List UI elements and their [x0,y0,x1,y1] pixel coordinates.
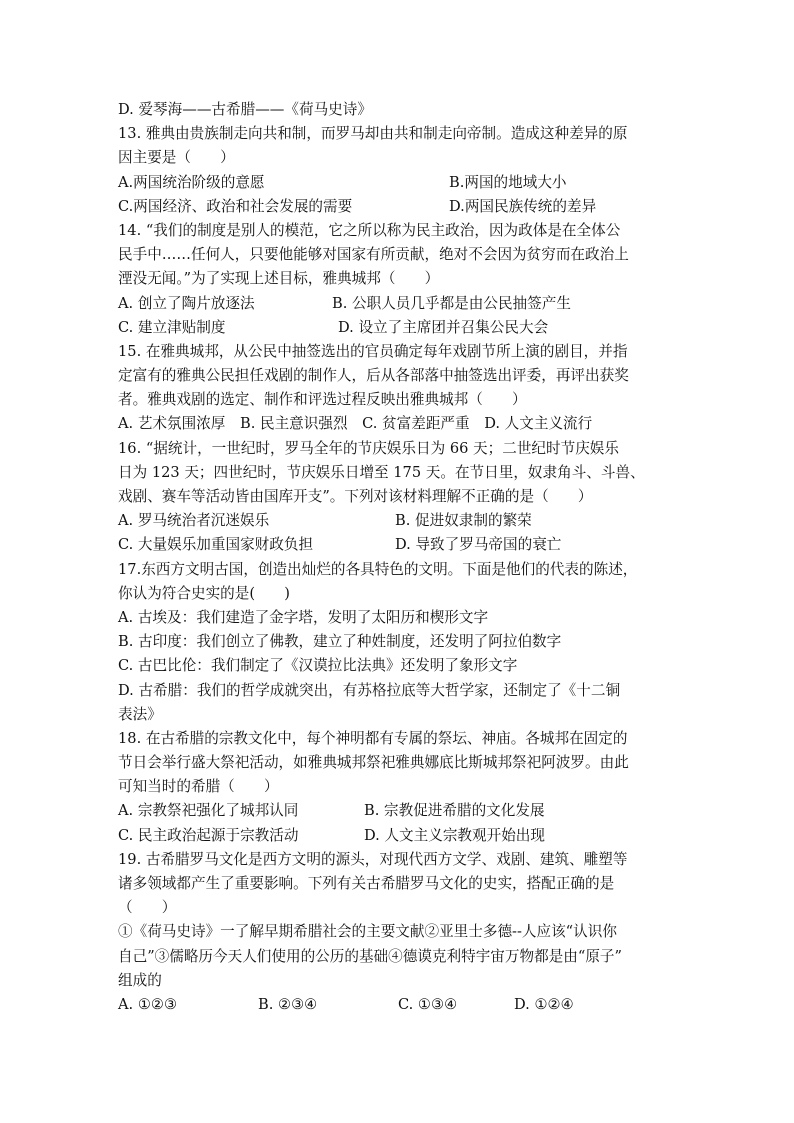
q19-option-d: D. ①②④ [514,995,574,1013]
q14-stem-line: 湮没无闻。”为了实现上述目标，雅典城邦（ ） [118,270,440,288]
q16-stem-line: 16. “据统计，一世纪时，罗马全年的节庆娱乐日为 66 天；二世纪时节庆娱乐 [118,439,619,457]
q18-stem-line: 节日会举行盛大祭祀活动，如雅典城邦祭祀雅典娜底比斯城邦祭祀阿波罗。由此 [118,754,629,772]
q16-option-d: D. 导致了罗马帝国的衰亡 [395,536,562,554]
q17-option-b: B. 古印度：我们创立了佛教，建立了种姓制度，还发明了阿拉伯数字 [118,633,562,651]
q19-items-line: 自己”③儒略历今天人们使用的公历的基础④德谟克利特宇宙万物都是由“原子” [118,947,622,965]
q16-options-row [118,533,684,557]
q16-option-b: B. 促进奴隶制的繁荣 [395,512,532,530]
q17-option-d-cont: 表法》 [118,705,162,723]
q13-option-d: D.两国民族传统的差异 [449,197,597,215]
question-14 [118,219,684,340]
q16-option-a: A. 罗马统治者沉迷娱乐 [118,512,270,530]
q18-option-d: D. 人文主义宗教观开始出现 [364,826,545,844]
q19-options-row [118,993,684,1017]
q18-option-c: C. 民主政治起源于宗教活动 [118,826,299,844]
q16-option-c: C. 大量娱乐加重国家财政负担 [118,536,314,554]
q13-option-b: B.两国的地域大小 [449,173,567,191]
q14-option-b: B. 公职人员几乎都是由公民抽签产生 [332,294,571,312]
q19-stem-line: 19. 古希腊罗马文化是西方文明的源头，对现代西方文学、戏剧、建筑、雕塑等 [118,850,628,868]
q14-option-d: D. 设立了主席团并召集公民大会 [338,318,549,336]
q17-option-a: A. 古埃及：我们建造了金字塔，发明了太阳历和楔形文字 [118,608,489,626]
q15-options: A. 艺术氛围浓厚 B. 民主意识强烈 C. 贫富差距严重 D. 人文主义流行 [118,415,593,433]
q16-stem-line: 戏剧、赛车等活动皆由国库开支”。下列对该材料理解不正确的是（ ） [118,488,593,505]
q14-stem-line: 民手中……任何人，只要他能够对国家有所贡献，绝对不会因为贫穷而在政治上 [118,246,629,264]
question-18 [118,727,684,848]
q13-stem-line: 13. 雅典由贵族制走向共和制，而罗马却由共和制走向帝制。造成这种差异的原 [118,125,628,143]
question-19 [118,848,684,1017]
q19-option-c: C. ①③④ [398,995,458,1013]
q18-option-a: A. 宗教祭祀强化了城邦认同 [118,802,299,820]
question-15 [118,340,684,437]
q14-options-row [118,292,684,316]
q19-items-line: ①《荷马史诗》一了解早期希腊社会的主要文献②亚里士多德--人应该“认识你 [118,923,617,941]
q17-option-d: D. 古希腊：我们的哲学成就突出，有苏格拉底等大哲学家，还制定了《十二铜 [118,681,621,699]
q16-stem-line: 日为 123 天；四世纪时，节庆娱乐日增至 175 天。在节日里，奴隶角斗、斗兽、 [118,463,645,481]
q15-stem-line: 15. 在雅典城邦，从公民中抽签选出的官员确定每年戏剧节所上演的剧目，并指 [118,342,628,360]
q13-options-row [118,195,684,219]
q12-option-d: D. 爱琴海——古希腊——《荷马史诗》 [118,101,372,118]
q19-option-b: B. ②③④ [258,995,318,1013]
question-17 [118,558,684,727]
q15-stem-line: 者。雅典戏剧的选定、制作和评选过程反映出雅典城邦（ ） [118,391,527,409]
q15-stem-line: 定富有的雅典公民担任戏剧的制作人，后从各部落中抽签选出评委，再评出获奖 [118,367,629,385]
q16-options-row [118,509,684,533]
q17-stem-line: 17.东西方文明古国，创造出灿烂的各具特色的文明。下面是他们的代表的陈述， [118,560,638,578]
question-13 [118,122,684,219]
q13-option-c: C.两国经济、政治和社会发展的需要 [118,197,353,215]
q18-stem-line: 18. 在古希腊的宗教文化中，每个神明都有专属的祭坛、神庙。各城邦在固定的 [118,729,628,747]
q19-option-a: A. ①②③ [118,995,178,1013]
q13-options-row [118,171,684,195]
question-16 [118,437,684,558]
exam-page [118,98,684,1017]
q14-option-a: A. 创立了陶片放逐法 [118,294,255,312]
q18-option-b: B. 宗教促进希腊的文化发展 [364,802,545,820]
q13-option-a: A.两国统治阶级的意愿 [118,173,265,191]
q19-stem-line: 诸多领域都产生了重要影响。下列有关古希腊罗马文化的史实，搭配正确的是 [118,875,615,892]
q17-option-c: C. 古巴比伦：我们制定了《汉谟拉比法典》还发明了象形文字 [118,657,518,675]
q18-options-row [118,824,684,848]
q19-items-line: 组成的 [118,971,162,989]
q18-options-row [118,799,684,823]
q19-stem-line: （ ） [118,899,177,917]
q18-stem-line: 可知当时的希腊（ ） [118,778,279,796]
q17-stem-line: 你认为符合史实的是( ) [118,584,290,602]
q14-stem-line: 14. “我们的制度是别人的模范，它之所以称为民主政治，因为政体是在全体公 [118,221,621,239]
q14-option-c: C. 建立津贴制度 [118,318,226,336]
q13-stem-line: 因主要是（ ） [118,149,235,167]
q14-options-row [118,316,684,340]
